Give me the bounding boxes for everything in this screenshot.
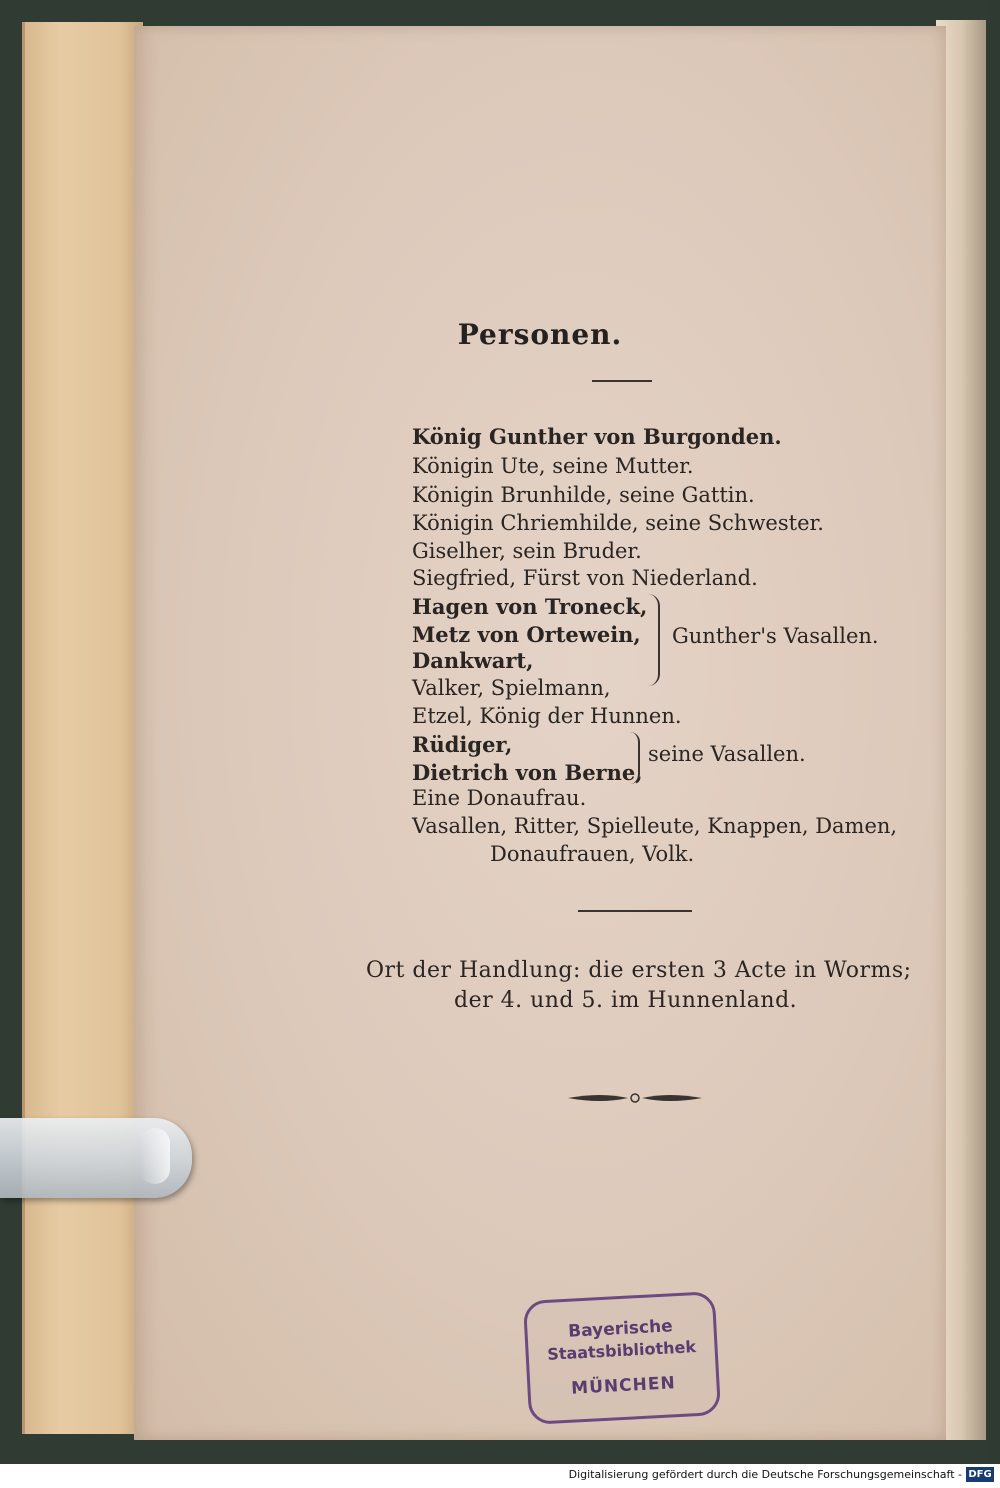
scan-background (986, 0, 1000, 1488)
cast-ruediger: Rüdiger, (412, 732, 513, 757)
stamp-line3: MÜNCHEN (570, 1373, 677, 1399)
cast-brunhilde: Königin Brunhilde, seine Gattin. (412, 483, 755, 507)
group-gunther-vasallen: Gunther's Vasallen. (672, 624, 879, 648)
cast-dankwart: Dankwart, (412, 648, 534, 673)
brace-gunther-vasallen (648, 594, 660, 686)
cast-donaufrau: Eine Donaufrau. (412, 786, 587, 810)
cast-volk-line2: Donaufrauen, Volk. (490, 842, 695, 866)
page-clip-shine (140, 1128, 170, 1184)
ornament-divider (566, 1088, 704, 1108)
footer-credit: Digitalisierung gefördert durch die Deutsche Forschungsgemeinschaft - (568, 1468, 962, 1481)
section-rule (578, 910, 692, 912)
stamp-line2: Staatsbibliothek (546, 1337, 697, 1364)
brace-seine-vasallen (630, 732, 640, 784)
cast-dietrich: Dietrich von Berne, (412, 760, 643, 785)
setting-line2: der 4. und 5. im Hunnenland. (454, 988, 798, 1013)
cast-etzel: Etzel, König der Hunnen. (412, 704, 682, 728)
cast-valker: Valker, Spielmann, (412, 676, 611, 700)
cast-giselher: Giselher, sein Bruder. (412, 539, 642, 563)
footer-bar (0, 1464, 1000, 1488)
cast-metz: Metz von Ortewein, (412, 622, 641, 647)
dfg-logo: DFG (966, 1467, 994, 1482)
page-paper (134, 26, 946, 1440)
stamp-line1: Bayerische (567, 1316, 674, 1342)
setting-line1: Ort der Handlung: die ersten 3 Acte in Worms; (366, 958, 912, 983)
cast-hagen: Hagen von Troneck, (412, 594, 648, 619)
page-title (134, 318, 946, 351)
cast-siegfried: Siegfried, Fürst von Niederland. (412, 566, 758, 590)
cast-chriemhilde: Königin Chriemhilde, seine Schwester. (412, 511, 824, 535)
cast-volk-line1: Vasallen, Ritter, Spielleute, Knappen, Damen, (412, 814, 898, 838)
group-seine-vasallen: seine Vasallen. (648, 742, 806, 766)
cast-gunther: König Gunther von Burgonden. (412, 424, 782, 449)
title-rule (592, 380, 652, 382)
cast-ute: Königin Ute, seine Mutter. (412, 454, 694, 478)
book-edge (22, 22, 143, 1434)
title-text: Personen. (457, 318, 623, 351)
library-stamp (523, 1291, 721, 1425)
